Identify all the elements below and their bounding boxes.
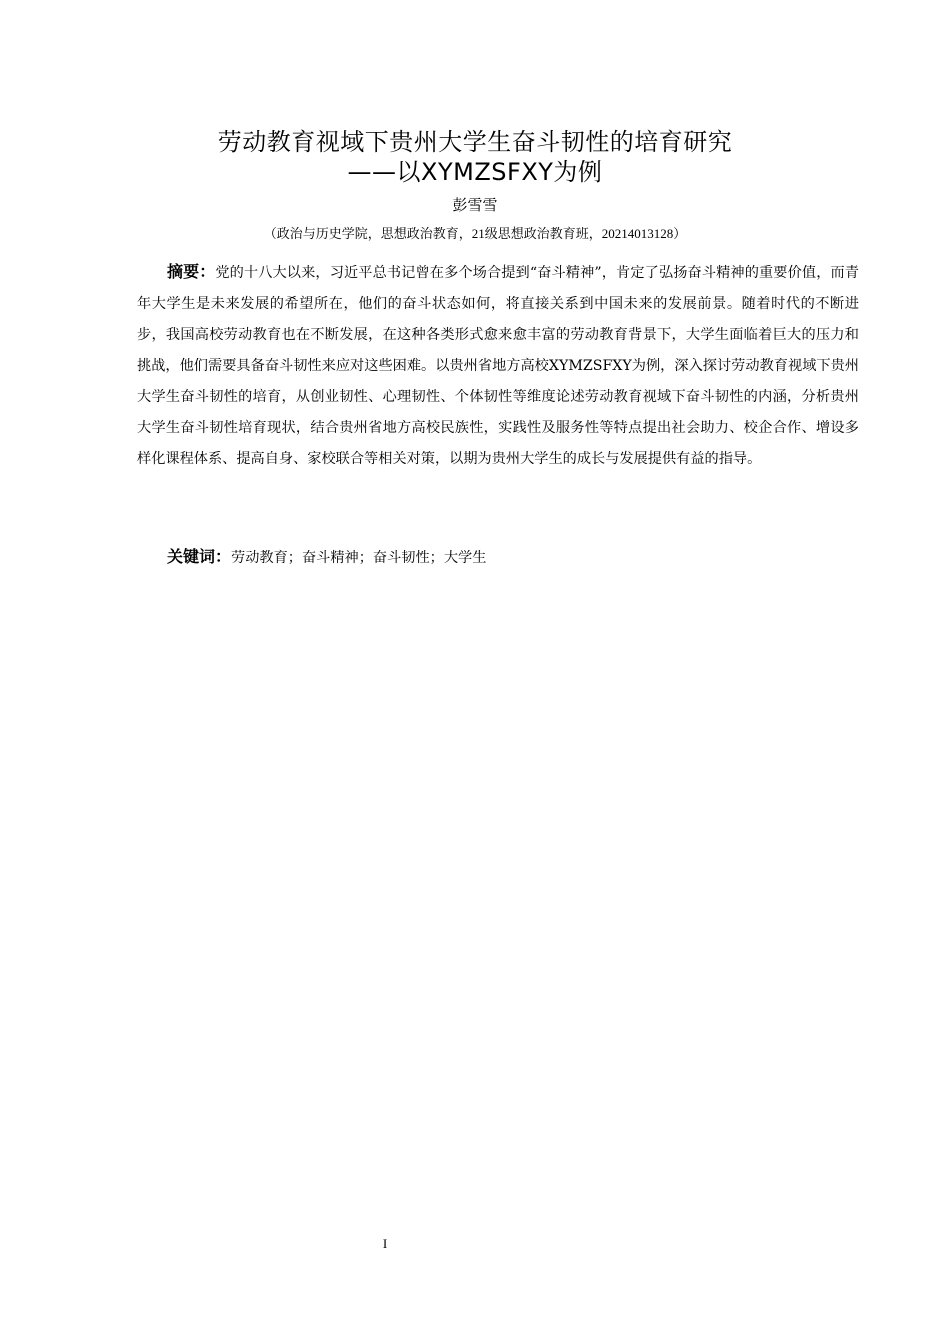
paper-subtitle: ——以XYMZSFXY为例 xyxy=(347,158,603,186)
keywords-line xyxy=(167,542,859,573)
author-affiliation: （政治与历史学院，思想政治教育，21级思想政治教育班，20214013128） xyxy=(263,226,687,241)
abstract-paragraph xyxy=(137,256,859,475)
abstract-label: 摘要： xyxy=(167,262,216,281)
abstract-text: 党的十八大以来，习近平总书记曾在多个场合提到“奋斗精神”，肯定了弘扬奋斗精神的重要价值，而青年大学生是未来发展的希望所在，他们的奋斗状态如何，将直接关系到中国未来的发展前景。随着时代的不断进步，我国高校劳动教育也在不断发展，在这种各类形式愈来愈丰富的劳动教育背景下，大学生面临着巨大的压力和挑战，他们需要具备奋斗韧性来应对这些困难。以贵州省地方高校XYMZSFXY为例，深入探讨劳动教育视域下贵州大学生奋斗韧性的培育，从创业韧性、心理韧性、个体韧性等维度论述劳动教育视域下奋斗韧性的内涵，分析贵州大学生奋斗韧性培育现状，结合贵州省地方高校民族性，实践性及服务性等特点提出社会助力、校企合作、增设多样化课程体系、提高自身、家校联合等相关对策，以期为贵州大学生的成长与发展提供有益的指导。 xyxy=(137,265,859,467)
paper-title: 劳动教育视域下贵州大学生奋斗韧性的培育研究 xyxy=(217,128,733,156)
author-name: 彭雪雪 xyxy=(452,196,498,214)
keywords-text: 劳动教育；奋斗精神；奋斗韧性；大学生 xyxy=(231,550,487,566)
page-number: I xyxy=(382,1236,388,1251)
keywords-label: 关键词： xyxy=(167,547,232,566)
